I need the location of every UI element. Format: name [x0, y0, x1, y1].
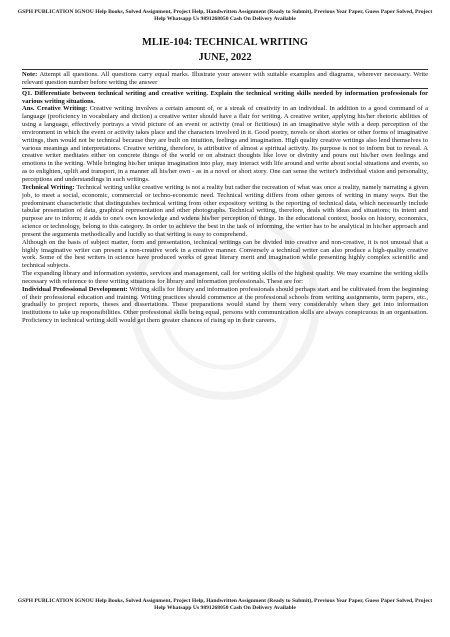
although-paragraph: Although on the basis of subject matter, form and presentation, technical writings can be divided into creative and non-creative, it is not unusual that a highly imaginative writer can present a non-creative work in a creative manner. Conversely a technical writer can also produce a high-quality creative work. Some of the best writers in science have produced works of great literary merit and imagination while presenting highly complex scientific and technical subjects.	[22, 238, 428, 270]
answer-creative-text: Creative writing involves a certain amount of, or a streak of creativity in an individual. In addition to a good command of a language (proficiency in vocabulary and diction) a creative writer should have a flair for writing. A creative writer, applying his/her rhetoric abilities of using a language, effectively portrays a vivid picture of an event or activity (real or fictitious) in an imaginative style with a deep perception of the environment in which the event or activity takes place and the characters involved in it. Good poetry, novels or short stories or other forms of imaginative writings, then would not be technical because they are built on intuition, feelings and imagination. High quality creative writings also lend themselves to various meanings and interpretations. Creative writing, therefore, is attributive of almost a spiritual activity. Its purpose is not to inform but to reveal. A creative writer meditates either on concrete things of the world or on abstract thoughts like love or divinity and pours out his/her own feelings and emotions in the writing. While bringing his/her unique imagination into play, may interact with life around and write about social situations and events, so as to enlighten, uplift and transport, in a manner all his/her own - as in a novel or short story. One can sense the writer's individual vision and personality, perceptions and understandings in such writings.	[22, 105, 428, 183]
paper-code-title: MLIE-104: TECHNICAL WRITING	[142, 37, 308, 48]
individual-development-label: Individual Professional Development:	[22, 285, 128, 293]
answer-creative-label: Ans. Creative Writing:	[22, 105, 88, 113]
document-body	[22, 68, 428, 325]
note-label: Note:	[22, 71, 38, 78]
note-paragraph	[22, 71, 428, 87]
page-footer-banner: GSPH PUBLICATION IGNOU Help Books, Solved Assignment, Project Help, Handwritten Assignment (Ready to Submit), Previous Year Paper, Guess Paper Solved, Project Help Whatsapp Us 9891268050 Cash On Delivery Available	[17, 598, 433, 612]
individual-development-text: Writing skills for library and information professionals should perhaps start and be cultivated from the beginning of their professional education and training. Writing practices should commence at the professional schools from writing assignments, term papers, etc., gradually to project reports, theses and dissertations. These preparations would stand by them very considerably when they get into information institutions to take up responsibilities. Other professional skills being equal, persons with communication skills are always conspicuous in an organisation. Proficiency in technical writing skill would get them greater chances of rising up in their careers.	[22, 285, 428, 325]
page-header-banner: GSPH PUBLICATION IGNOU Help Books, Solved Assignment, Project Help, Handwritten Assignment (Ready to Submit), Previous Year Paper, Guess Paper Solved, Project Help Whatsapp Us 9891268050 Cash On Delivery Available	[17, 9, 433, 23]
question-1-text: Q1. Differentiate between technical writing and creative writing. Explain the technical writing skills needed by information professionals for various writing situations.	[22, 89, 428, 105]
technical-writing-text: Technical writing unlike creative writing is not a reality but rather the recreation of what was once a reality, namely narrating a given job, to meet a social, economic, commercial or techno-economic need. Technical writing differs from other genres of writing in many ways. But the predominant characteristic that distinguishes technical writing from other expository writing is the reporting of technical data, which necessarily include tabular presentation of data, graphical representation and other photographs. Technical writing, therefore, deals with ideas and situations; its intent and purpose are to inform; it adds to one's own knowledge and widens his/her perception of things. In the educational context, books on history, economics, science or technology, belong to this category. In order to achieve the best in the task of informing, the writer has to be analytical in his/her approach and present the arguments methodically and lucidly so that writing is easy to comprehend.	[22, 183, 429, 238]
top-rule	[22, 69, 428, 70]
paper-date: JUNE, 2022	[198, 52, 252, 63]
expanding-paragraph: The expanding library and information systems, services and management, call for writing skills of the highest quality. We may examine the writing skills necessary with reference to three writing situations for library and information professionals. These are for:	[22, 270, 428, 285]
answer-creative-writing	[22, 105, 428, 183]
note-text: Attempt all questions. All questions carry equal marks. Illustrate your answer with suitable examples and diagrams, wherever necessary. Write relevant question number before writing the answer	[22, 71, 429, 86]
bottom-rule	[22, 88, 428, 89]
question-1	[22, 90, 428, 106]
technical-writing-paragraph	[22, 184, 428, 239]
individual-development-paragraph	[22, 286, 428, 325]
technical-writing-label: Technical Writing:	[22, 183, 75, 191]
